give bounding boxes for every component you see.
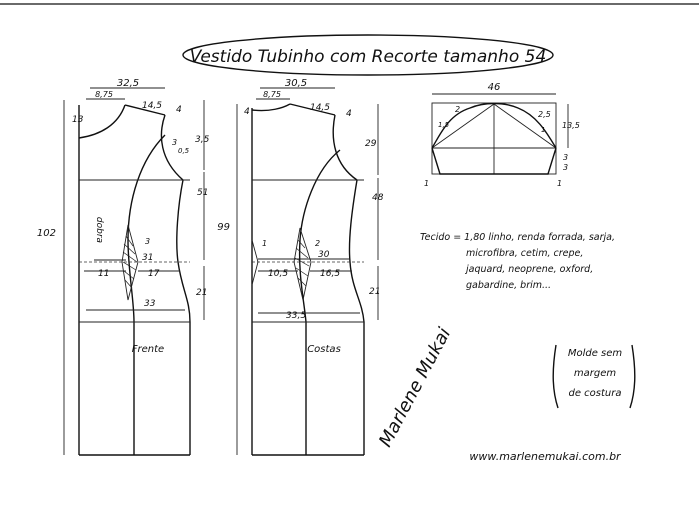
back-hip-width-label: 33,5 — [286, 311, 307, 321]
sleeve-cap-left-label: 2 — [455, 105, 461, 114]
front-upper-length-label: 51 — [197, 188, 209, 198]
note-bracket-left — [553, 345, 558, 408]
front-armhole-depth-label: 3,5 — [195, 135, 210, 145]
back-side-dart-label: 2 — [315, 239, 321, 248]
front-neckline — [79, 105, 125, 138]
note-bracket-right — [630, 345, 635, 408]
fabric-note — [420, 232, 615, 291]
front-waist-right-label: 17 — [148, 269, 160, 279]
fabric-line-1: Tecido = 1,80 linho, renda forrada, sarja, — [420, 232, 616, 243]
sleeve-corner-right-label: 1 — [557, 179, 563, 188]
back-neckline — [252, 104, 290, 111]
front-neck-depth-label: 13 — [72, 115, 84, 125]
sleeve-corner-left-label: 1 — [424, 179, 430, 188]
back-waist-width-label: 30 — [318, 250, 330, 260]
signature: Marlene Mukai — [374, 324, 456, 451]
title-block — [183, 35, 553, 75]
back-shoulder-drop-label: 4 — [346, 109, 352, 119]
back-waist-right-label: 16,5 — [320, 269, 341, 279]
back-waist-left-label: 10,5 — [268, 269, 289, 279]
front-width-label: 32,5 — [116, 78, 140, 89]
front-bust-width-label: 31 — [142, 253, 154, 263]
back-side-seam — [349, 180, 364, 455]
front-hip-depth-label: 21 — [196, 288, 208, 298]
back-width-label: 30,5 — [284, 78, 308, 89]
back-armhole-depth-label: 29 — [365, 139, 377, 149]
back-neck-width-label: 8,75 — [263, 90, 281, 99]
front-piece-label: Frente — [131, 344, 165, 355]
fabric-line-2: microfibra, cetim, crepe, — [466, 248, 584, 259]
note-line-1: Molde sem — [567, 348, 623, 359]
seam-allowance-note — [553, 345, 635, 408]
fabric-line-3: jaquard, neoprene, oxford, — [466, 264, 594, 275]
back-piece-label: Costas — [307, 344, 341, 355]
front-hip-width-label: 33 — [144, 299, 156, 309]
sleeve-pattern-piece — [424, 82, 580, 188]
back-armhole — [333, 115, 357, 180]
front-dart-small-label: 3 — [172, 138, 178, 147]
front-dart-05-label: 0,5 — [178, 147, 190, 155]
back-center-dart — [252, 240, 258, 285]
back-center-dart-label: 1 — [262, 239, 268, 248]
back-total-length-label: 99 — [217, 222, 230, 233]
front-fold-label: dobra — [94, 216, 104, 244]
front-dart-side-label: 3 — [145, 237, 151, 246]
back-upper-length-label: 48 — [372, 193, 384, 203]
front-shoulder-label: 14,5 — [141, 101, 163, 111]
page-title: Vestido Tubinho com Recorte tamanho 54 — [189, 47, 547, 67]
front-pattern-piece — [37, 78, 210, 455]
front-total-length-label: 102 — [36, 228, 56, 239]
front-neck-width-label: 8,75 — [95, 90, 113, 99]
sleeve-cap-inner-left-label: 1,5 — [438, 121, 450, 129]
back-shoulder-label: 14,5 — [309, 103, 331, 113]
back-princess-seam — [300, 150, 340, 455]
sleeve-hem-3a-label: 3 — [563, 153, 569, 162]
sleeve-cap-height-label: 13,5 — [562, 121, 580, 130]
note-line-2: margem — [573, 368, 617, 379]
front-waist-left-label: 11 — [98, 269, 110, 279]
website-url: www.marlenemukai.com.br — [469, 450, 621, 463]
fabric-line-4: gabardine, brim... — [466, 280, 552, 291]
front-shoulder-drop-label: 4 — [176, 105, 182, 115]
note-line-3: de costura — [568, 388, 622, 399]
back-neck-depth-label: 4 — [244, 107, 250, 117]
sleeve-cap-inner-right-label: 1 — [541, 126, 546, 134]
front-side-seam — [177, 180, 190, 455]
back-hip-depth-label: 21 — [369, 287, 381, 297]
sleeve-width-label: 46 — [487, 82, 501, 93]
sleeve-hem-3b-label: 3 — [563, 163, 569, 172]
sleeve-cap-right-label: 2,5 — [538, 110, 551, 119]
front-princess-seam — [128, 135, 165, 455]
back-pattern-piece — [217, 78, 383, 455]
